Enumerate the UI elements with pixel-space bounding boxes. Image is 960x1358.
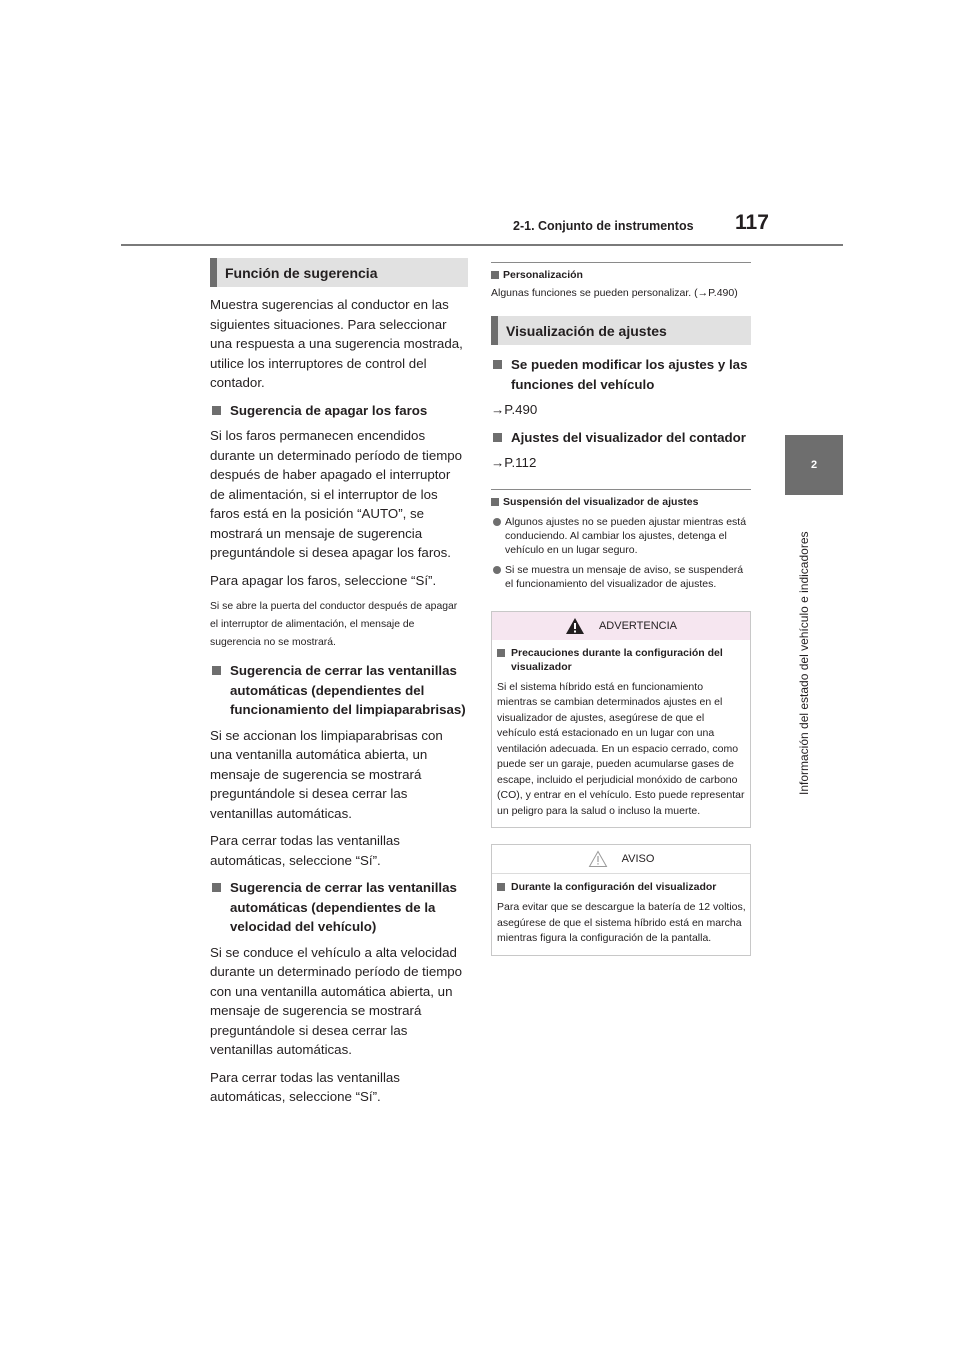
square-bullet-icon — [497, 649, 505, 657]
note-heading-text: Personalización — [503, 269, 583, 281]
square-bullet-icon — [212, 406, 221, 415]
chapter-title-vertical — [797, 515, 811, 795]
notice-box-header — [492, 845, 750, 874]
subheading-text: Sugerencia de cerrar las ventanillas automáticas (dependientes del funcionamiento del limpiaparabrisas) — [230, 663, 466, 717]
list-item-text: Algunos ajustes no se pueden ajustar mientras está conduciendo. Al cambiar los ajustes, detenga el vehículo en un lugar seguro. — [505, 515, 747, 556]
note-heading-text: Suspensión del visualizador de ajustes — [503, 495, 699, 508]
chapter-tab: 2 — [785, 435, 843, 495]
subheading-text: Ajustes del visualizador del contador — [511, 429, 746, 445]
paragraph: Si los faros permanecen encendidos durante un determinado período de tiempo después de haber apagado el interruptor de alimentación, si el interruptor de los faros está en la posición “AUTO”, se mostrará un mensaje de sugerencia preguntándole si desea apagar los faros. — [210, 428, 463, 560]
notice-box-body — [492, 874, 750, 955]
subheading-text: Sugerencia de cerrar las ventanillas automáticas (dependientes de la velocidad del vehículo) — [230, 880, 457, 934]
small-note: Si se abre la puerta del conductor después de apagar el interruptor de alimentación, el mensaje de sugerencia no se mostrará. — [210, 601, 458, 648]
page-number: 117 — [735, 211, 769, 234]
warning-subheading — [497, 646, 746, 674]
subheading-windows-wiper — [210, 661, 468, 720]
paragraph: Si se accionan los limpiaparabrisas con una ventanilla automática abierta, un mensaje de sugerencia se mostrará preguntándole si desea cerrar las ventanillas automáticas. — [210, 727, 443, 821]
square-bullet-icon — [491, 498, 499, 506]
warning-text: Si el sistema híbrido está en funcionamiento mientras se cambian determinados ajustes en el visualizador de ajustes, asegúrese de que el vehículo está estacionado en un lugar con una ventilación adecuada. En un espacio cerrado, como puede ser un garaje, pueden acumularse gases de escape, incluido el perjudicial monóxido de carbono (CO), y entrar en el vehículo. Esto puede representar un peligro para la salud o incluso la muerte. — [497, 680, 745, 817]
warning-box-header — [492, 612, 750, 640]
round-bullet-icon — [493, 566, 501, 574]
list-item — [491, 563, 751, 591]
subheading-modify-settings — [491, 355, 751, 394]
caution-triangle-icon — [588, 850, 608, 868]
section-heading-settings: Visualización de ajustes — [491, 316, 751, 345]
warning-subheading-text: Precauciones durante la configuración del visualizador — [511, 646, 723, 673]
warning-box-body — [492, 640, 750, 828]
header-rule — [121, 244, 843, 246]
square-bullet-icon — [491, 271, 499, 279]
section-heading-suggestion: Función de sugerencia — [210, 258, 468, 287]
square-bullet-icon — [493, 433, 502, 442]
subheading-windows-speed — [210, 878, 468, 937]
square-bullet-icon — [497, 883, 505, 891]
warning-box — [491, 611, 751, 829]
note-text: Algunas funciones se pueden personalizar. (→P.490) — [491, 287, 738, 299]
notice-subheading-text: Durante la configuración del visualizador — [511, 881, 717, 893]
subheading-headlights — [210, 401, 468, 421]
paragraph: Si se conduce el vehículo a alta velocidad durante un determinado período de tiempo con una ventanilla automática abierta, un mensaje de sugerencia se mostrará preguntándole si desea cerrar las ventanillas automáticas. — [210, 944, 463, 1057]
right-column — [491, 262, 751, 956]
notice-subheading — [497, 880, 746, 894]
subheading-text: Se pueden modificar los ajustes y las funciones del vehículo — [511, 357, 748, 392]
notice-label: AVISO — [621, 853, 655, 865]
section-title: 2-1. Conjunto de instrumentos — [513, 219, 694, 233]
subheading-text: Sugerencia de apagar los faros — [230, 402, 428, 418]
notice-box — [491, 844, 751, 956]
notice-text: Para evitar que se descargue la batería de 12 voltios, asegúrese de que el sistema híbrido está en marcha mientras figura la configuración de la pantalla. — [497, 901, 746, 944]
square-bullet-icon — [212, 883, 221, 892]
paragraph: Para cerrar todas las ventanillas automáticas, seleccione “Sí”. — [210, 833, 400, 868]
left-column — [210, 258, 468, 1115]
warning-triangle-icon — [565, 617, 585, 635]
subheading-meter-settings — [491, 428, 751, 448]
page-reference: →P.490 — [491, 402, 538, 417]
paragraph: Para cerrar todas las ventanillas automáticas, seleccione “Sí”. — [210, 1069, 400, 1104]
note-rule — [491, 489, 751, 490]
note-rule — [491, 262, 751, 263]
round-bullet-icon — [493, 518, 501, 526]
square-bullet-icon — [493, 360, 502, 369]
intro-paragraph: Muestra sugerencias al conductor en las siguientes situaciones. Para seleccionar una respuesta a una sugerencia mostrada, utilice los interruptores de control del contador. — [210, 297, 463, 390]
chapter-title: Información del estado del vehículo e indicadores — [797, 531, 811, 795]
square-bullet-icon — [212, 666, 221, 675]
list-item — [491, 515, 751, 557]
page-reference: →P.112 — [491, 455, 537, 470]
paragraph: Para apagar los faros, seleccione “Sí”. — [210, 572, 437, 588]
list-item-text: Si se muestra un mensaje de aviso, se suspenderá el funcionamiento del visualizador de ajustes. — [505, 563, 744, 590]
note-heading-suspension — [491, 495, 751, 509]
note-heading-personalization — [491, 268, 751, 282]
warning-label: ADVERTENCIA — [598, 619, 678, 632]
